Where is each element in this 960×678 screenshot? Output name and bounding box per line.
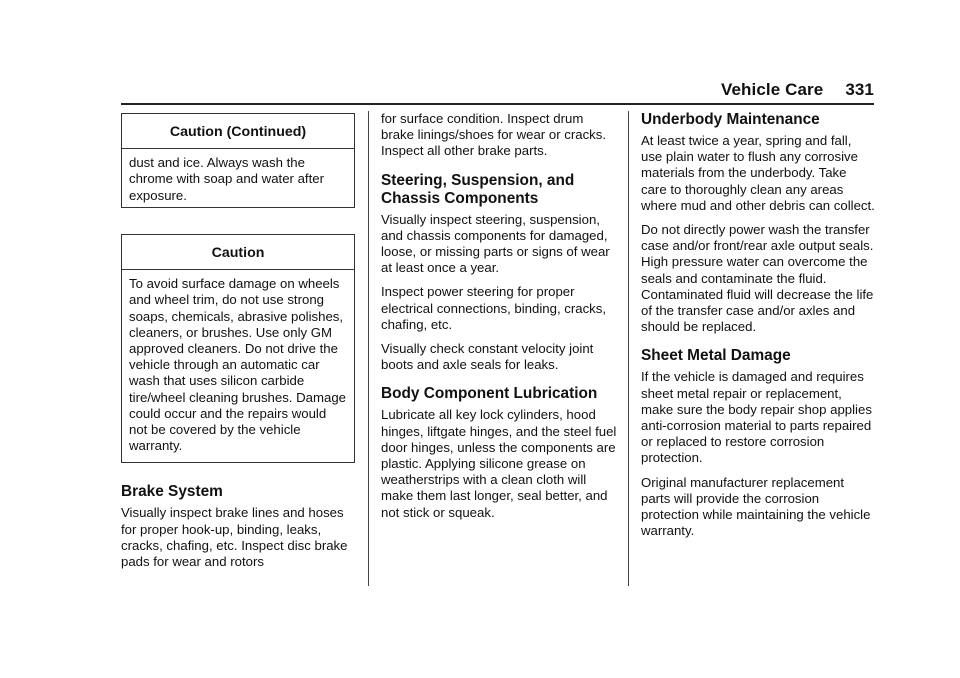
header-rule [121,103,874,105]
caution-continued-box [121,113,355,208]
column-2 [381,111,617,529]
sheet-metal-paragraph-2: Original manufacturer replacement parts will provide the corrosion protection while maintaining the vehicle warranty. [641,474,871,539]
sheet-metal-paragraph-1: If the vehicle is damaged and requires sheet metal repair or replacement, make sure the body repair shop applies anti-corrosion material to parts repaired or replaced to restore corrosion protection. [641,369,872,466]
steering-section [381,172,617,374]
column-3 [641,111,875,547]
section-title: Vehicle Care [721,80,824,99]
brake-system-paragraph: Visually inspect brake lines and hoses for proper hook-up, binding, leaks, cracks, chafing, etc. Inspect disc brake pads for wear and rotors [121,505,348,570]
steering-heading: Steering, Suspension, and Chassis Components [381,171,575,207]
underbody-section [641,111,875,335]
lubrication-section [381,385,617,520]
caution-continued-body: dust and ice. Always wash the chrome with soap and water after exposure. [129,155,324,203]
lubrication-paragraph: Lubricate all key lock cylinders, hood hinges, liftgate hinges, and the steel fuel door hinges, unless the components are plastic. Applying silicone grease on weatherstrips with a clean cloth will make them last longer, seal better, and not stick or squeak. [381,407,617,520]
caution-box [121,234,355,463]
lubrication-heading: Body Component Lubrication [381,385,598,403]
sheet-metal-section [641,347,875,539]
brake-system-heading: Brake System [121,483,223,501]
running-header [721,80,874,100]
caution-continued-title: Caution (Continued) [122,114,354,149]
steering-paragraph-1: Visually inspect steering, suspension, and chassis components for damaged, loose, or missing parts or signs of wear at least once a year. [381,211,610,276]
sheet-metal-heading: Sheet Metal Damage [641,347,791,365]
steering-paragraph-3: Visually check constant velocity joint boots and axle seals for leaks. [381,341,594,373]
page-number: 331 [845,80,874,99]
caution-title: Caution [122,235,354,270]
column-divider [628,111,629,586]
column-divider [368,111,369,586]
underbody-paragraph-1: At least twice a year, spring and fall, use plain water to flush any corrosive materials from the underbody. Take care to thoroughly clean any areas where mud and other debris can collect. [641,133,875,213]
underbody-paragraph-2: Do not directly power wash the transfer case and/or front/rear axle output seals. High pressure water can overcome the seals and contaminate the fluid. Contaminated fluid will decrease the life of the transfer case and/or axles and should be replaced. [641,222,874,335]
underbody-heading: Underbody Maintenance [641,111,820,128]
steering-paragraph-2: Inspect power steering for proper electrical connections, binding, cracks, chafing, etc. [381,284,607,332]
brake-system-section [121,483,355,570]
brake-system-continued: for surface condition. Inspect drum brake linings/shoes for wear or cracks. Inspect all other brake parts. [381,111,607,159]
caution-body: To avoid surface damage on wheels and wheel trim, do not use strong soaps, chemicals, abrasive polishes, cleaners, or brushes. Use only GM approved cleaners. Do not drive the vehicle through an automatic car wash that uses silicon carbide tire/wheel cleaning brushes. Damage could occur and the repairs would not be covered by the vehicle warranty. [129,276,346,454]
column-1 [121,111,355,578]
